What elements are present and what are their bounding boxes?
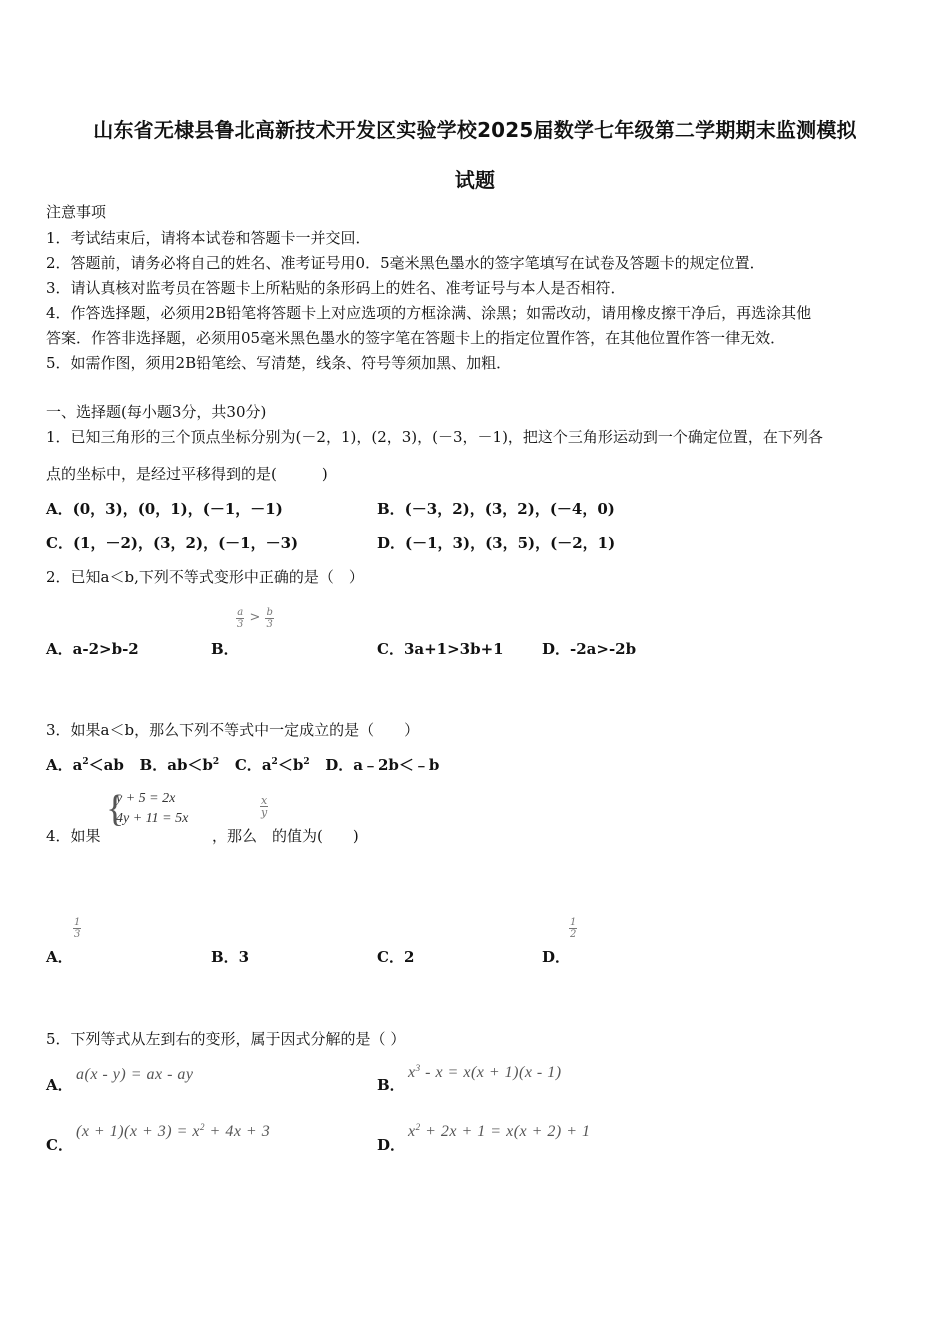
- page-title-line1: 山东省无棣县鲁北高新技术开发区实验学校2025届数学七年级第二学期期末监测模拟: [93, 118, 857, 142]
- question-1-option-a: A．(0，3)，(0，1)，(－1，－1): [46, 500, 283, 518]
- question-1-option-d: D．(－1，3)，(3，5)，(－2，1): [377, 534, 616, 552]
- question-4-middle: ，那么: [212, 827, 258, 845]
- notice-item-1: 1．考试结束后，请将本试卷和答题卡一并交回．: [46, 229, 371, 247]
- notice-heading: 注意事项: [46, 203, 107, 221]
- question-2-option-d: D．-2a>-2b: [542, 640, 637, 658]
- question-4-equation-system: [106, 788, 189, 830]
- question-5-option-b-expression: $x^3 - x = x(x + 1)(x - 1)$: [408, 1063, 562, 1081]
- question-4-prefix: 4．如果: [46, 827, 101, 845]
- question-4-option-b: B．3: [211, 948, 250, 966]
- page-title-line2: 试题: [454, 168, 496, 192]
- question-5-option-c-label: C．: [46, 1136, 73, 1154]
- question-1-stem-cont: 点的坐标中，是经过平移得到的是( ): [46, 465, 328, 483]
- question-2-option-b-formula: [236, 607, 274, 631]
- question-4-fraction-x-over-y: $\frac{x}{y}$: [261, 794, 268, 819]
- question-4-option-d-fraction: $\frac{1}{2}$: [570, 917, 577, 940]
- notice-item-5: 5．如需作图，须用2B铅笔绘、写清楚，线条、符号等须加黑、加粗．: [46, 354, 512, 372]
- question-4-option-a: A．: [46, 948, 73, 966]
- left-brace: {: [106, 788, 125, 830]
- question-1-option-b: B．(－3，2)，(3，2)，(－4，0): [377, 500, 615, 518]
- equation-1: y + 5 = 2x: [116, 791, 176, 806]
- question-2-stem: 2．已知a＜b,下列不等式变形中正确的是（ ）: [46, 568, 364, 586]
- question-5-option-a-expression: a(x - y) = ax - ay: [76, 1066, 194, 1083]
- question-3-options: A．$a^2<ab$ B．$ab<b^2$ C．$a^2<b^2$ D．a﹣2b＜﹣b: [46, 756, 440, 774]
- question-2-option-c: C．3a+1>3b+1: [377, 640, 504, 658]
- question-5-option-b-label: B．: [377, 1076, 405, 1094]
- question-1-option-c: C．(1，－2)，(3，2)，(－1，－3): [46, 534, 299, 552]
- notice-item-4: 4．作答选择题，必须用2B铅笔将答题卡上对应选项的方框涂满、涂黑；如需改动，请用橡皮擦干净后，再选涂其他: [46, 304, 812, 322]
- question-5-option-d-label: D．: [377, 1136, 406, 1154]
- question-3-stem: 3．如果a＜b，那么下列不等式中一定成立的是（ ）: [46, 721, 420, 739]
- notice-item-3: 3．请认真核对监考员在答题卡上所粘贴的条形码上的姓名、准考证号与本人是否相符．: [46, 279, 626, 297]
- question-5-stem: 5．下列等式从左到右的变形，属于因式分解的是（ ）: [46, 1030, 406, 1048]
- greater-than-sign: >: [249, 610, 261, 625]
- question-4-option-a-fraction: $\frac{1}{3}$: [74, 917, 81, 940]
- question-5-option-c-expression: $(x + 1)(x + 3) = x^2 + 4x + 3$: [76, 1122, 271, 1140]
- question-4-suffix: 的值为( ): [272, 827, 359, 845]
- equation-2: 4y + 11 = 5x: [116, 811, 189, 826]
- fraction-a-over-3: $\frac{a}{3}$: [237, 607, 244, 630]
- question-2-option-a: A．a-2>b-2: [46, 640, 139, 658]
- question-1-stem: 1．已知三角形的三个顶点坐标分别为(－2，1)，(2，3)，(－3，－1)，把这个三角形运动到一个确定位置，在下列各: [46, 428, 823, 446]
- notice-item-2: 2．答题前，请务必将自己的姓名、准考证号用0．5毫米黑色墨水的签字笔填写在试卷及答题卡的规定位置．: [46, 254, 765, 272]
- question-5-option-a-label: A．: [46, 1076, 73, 1094]
- question-2-option-b: B．: [211, 640, 239, 658]
- fraction-b-over-3: $\frac{b}{3}$: [266, 607, 273, 630]
- question-4-option-d: D．: [542, 948, 571, 966]
- question-5-option-d-expression: $x^2 + 2x + 1 = x(x + 2) + 1$: [408, 1122, 591, 1140]
- notice-item-4-cont: 答案．作答非选择题，必须用05毫米黑色墨水的签字笔在答题卡上的指定位置作答，在其他位置作答一律无效．: [46, 329, 786, 347]
- section-heading: 一、选择题(每小题3分，共30分): [46, 403, 267, 421]
- question-4-option-c: C．2: [377, 948, 415, 966]
